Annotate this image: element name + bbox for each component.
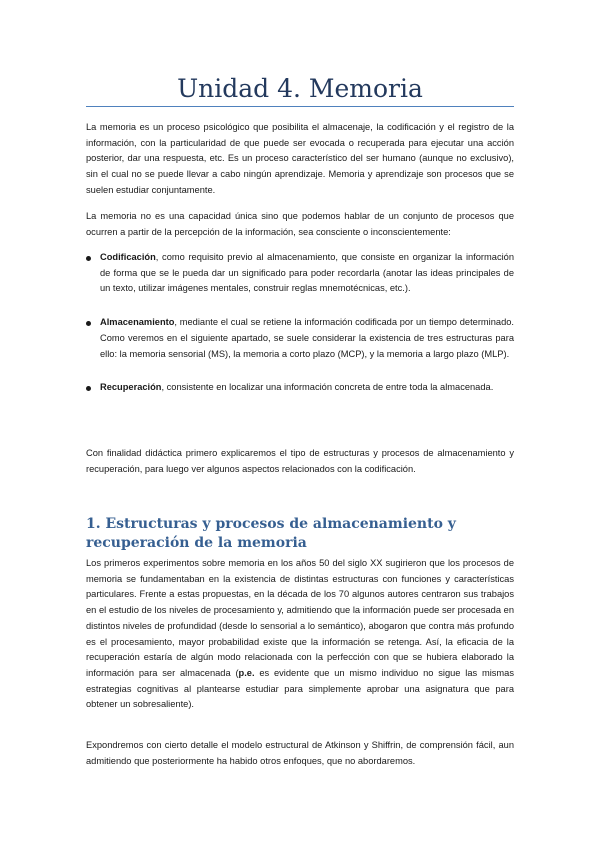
list-item-term: Recuperación <box>100 382 162 393</box>
section-paragraph-1 <box>86 556 514 713</box>
list-item-text: , mediante el cual se retiene la información codificada por un tiempo determinado. Como veremos en el siguiente apartado, se suele considerar la existencia de tres estructuras para ello: la memoria sensorial (MS), la memoria a corto plazo (MCP), y la memoria a largo plazo (MLP). <box>100 317 514 359</box>
page-title: Unidad 4. Memoria <box>177 74 423 103</box>
list-item-term: Codificación <box>100 252 156 262</box>
section-heading: 1. Estructuras y procesos de almacenamiento y recuperación de la memoria <box>86 516 456 551</box>
list-item <box>86 250 514 297</box>
section-paragraph-2: Expondremos con cierto detalle el modelo estructural de Atkinson y Shiffrin, de comprensión fácil, aun admitiendo que posteriormente ha habido otros enfoques, que no abordaremos. <box>86 740 514 766</box>
list-item <box>86 315 514 362</box>
section-paragraph-1-end: es evidente que un mismo individuo no sigue las mismas estrategias cognitivas al plantearse estudiar para simplemente aprobar una asignatura que para obtener un sobresaliente). <box>86 667 514 710</box>
process-list <box>86 250 514 396</box>
example-abbrev: p.e. <box>238 667 255 678</box>
list-item-text: , como requisito previo al almacenamiento, que consiste en organizar la información de forma que se le pueda dar un significado para poder recordarla (anotar las ideas principales de un texto, utilizar imágenes mentales, construir reglas mnemotécnicas, etc.). <box>100 252 514 294</box>
intro-paragraph-2: La memoria no es una capacidad única sino que podemos hablar de un conjunto de procesos que ocurren a partir de la percepción de la información, sea consciente o inconscientemente: <box>86 211 514 237</box>
intro-paragraph-3: Con finalidad didáctica primero explicaremos el tipo de estructuras y procesos de almacenamiento y recuperación, para luego ver algunos aspectos relacionados con la codificación. <box>86 448 514 474</box>
intro-paragraph-1: La memoria es un proceso psicológico que posibilita el almacenaje, la codificación y el registro de la información, con la particularidad de que puede ser evocada o recuperada para ejecutar una acción posterior, dar una respuesta, etc. Es un proceso característico del ser humano (aunque no exclusivo), sin el cual no se puede llevar a cabo ningún aprendizaje. Memoria y aprendizaje son procesos que se suelen estudiar conjuntamente. <box>86 122 514 195</box>
list-item-term: Almacenamiento <box>100 317 175 328</box>
bullet-icon <box>86 256 91 261</box>
bullet-icon <box>86 321 91 326</box>
section-paragraph-1-text: Los primeros experimentos sobre memoria en los años 50 del siglo XX sugirieron que los procesos de memoria se fundamentaban en la existencia de distintas estructuras con funciones y características particulares. Frente a estas propuestas, en la década de los 70 algunos autores centraron sus trabajos en el estudio de los niveles de procesamiento y, admitiendo que la información puede ser procesada en distintos niveles de profundidad (desde lo sensorial a lo semántico), abogaron que contra más profundo es el procesamiento, mayor probabilidad existe que la información se retenga. Así, la eficacia de la recuperación estaría de algún modo relacionada con la perfección con que se hubiera elaborado la información para ser almacenada ( <box>86 558 514 678</box>
list-item-text: , consistente en localizar una información concreta de entre toda la almacenada. <box>161 382 494 393</box>
bullet-icon <box>86 386 91 391</box>
title-underline <box>86 106 514 107</box>
list-item <box>86 380 514 396</box>
